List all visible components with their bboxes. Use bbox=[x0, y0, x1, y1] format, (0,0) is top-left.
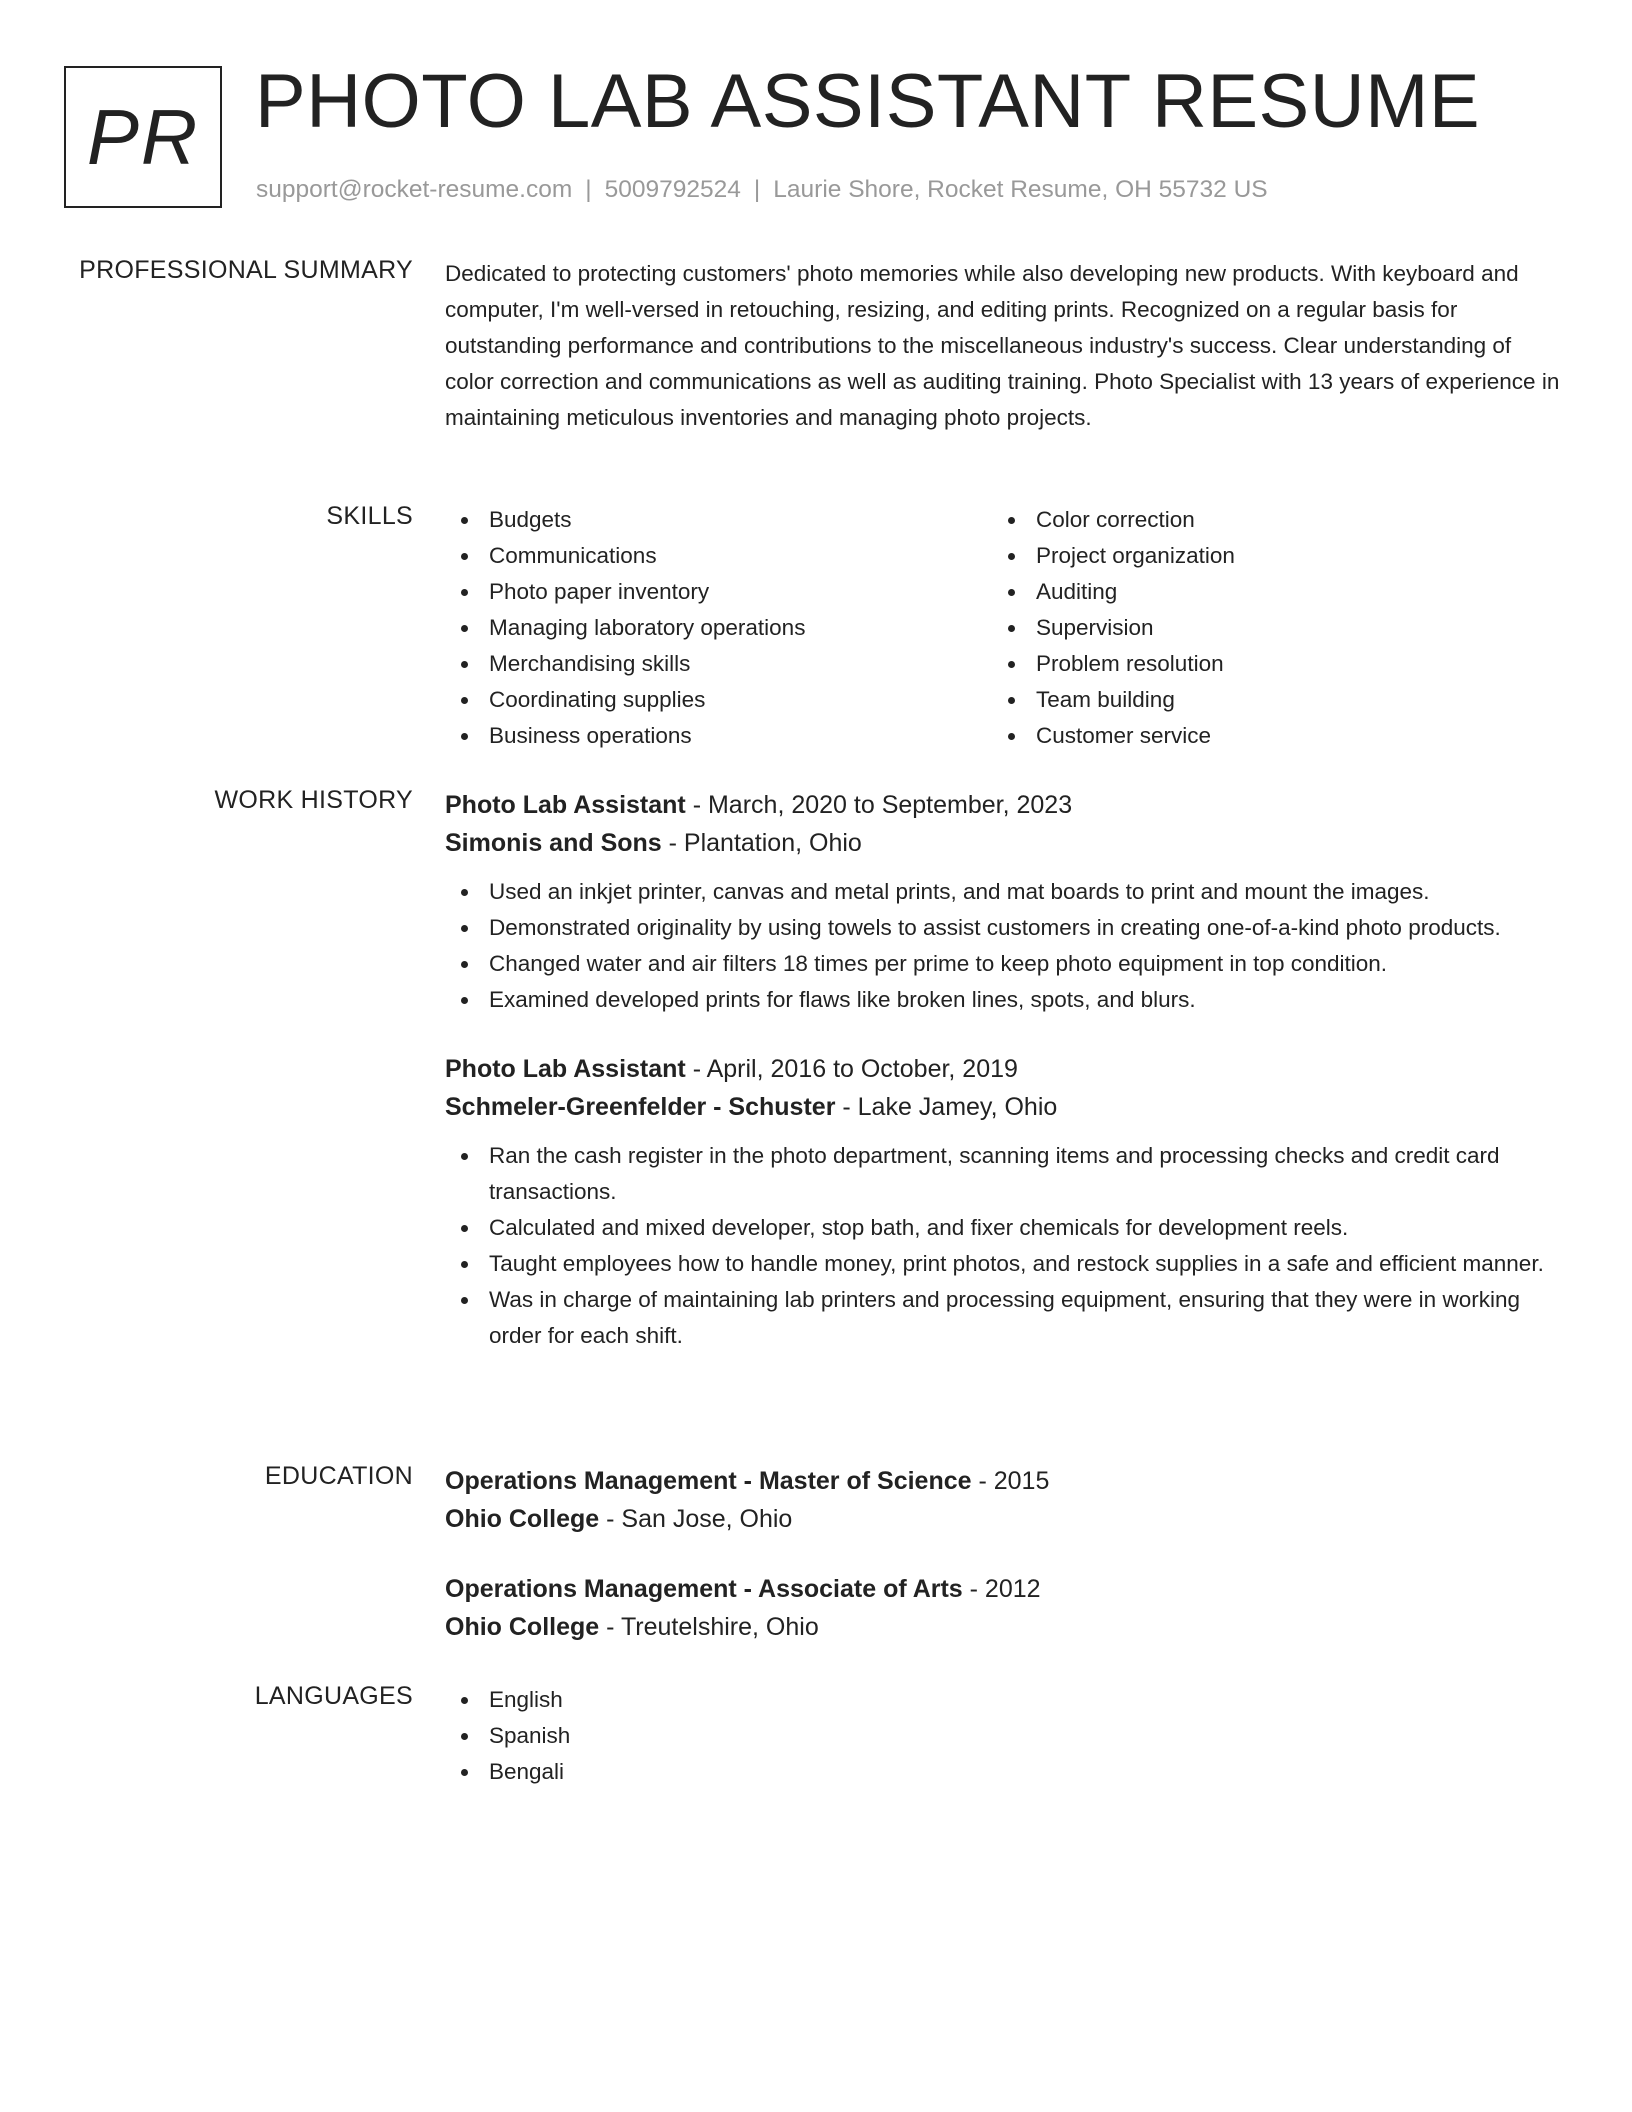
job-entry bbox=[445, 1050, 1565, 1354]
skill-item: Business operations bbox=[445, 718, 992, 754]
skill-item: Managing laboratory operations bbox=[445, 610, 992, 646]
monogram-initials: PR bbox=[86, 92, 200, 181]
skill-item: Photo paper inventory bbox=[445, 574, 992, 610]
job-bullets bbox=[445, 1138, 1565, 1354]
degree-year: - 2015 bbox=[971, 1467, 1050, 1495]
job-bullet: Was in charge of maintaining lab printers and processing equipment, ensuring that they were in working order for each shift. bbox=[445, 1282, 1565, 1354]
skill-item: Project organization bbox=[992, 538, 1539, 574]
skill-item: Communications bbox=[445, 538, 992, 574]
job-bullet: Calculated and mixed developer, stop bath, and fixer chemicals for development reels. bbox=[445, 1210, 1565, 1246]
job-bullet: Ran the cash register in the photo department, scanning items and processing checks and credit card transactions. bbox=[445, 1138, 1565, 1210]
education-entry bbox=[445, 1570, 1565, 1646]
summary-text: Dedicated to protecting customers' photo memories while also developing new products. With keyboard and computer, I'm well-versed in retouching, resizing, and editing prints. Recognized on a regular basis for outstanding performance and contributions to the miscellaneous industry's success. Clear understanding of color correction and communications as well as auditing training. Photo Specialist with 13 years of experience in maintaining meticulous inventories and managing photo projects. bbox=[445, 261, 1560, 430]
skills-body bbox=[445, 502, 1565, 754]
education-entry bbox=[445, 1462, 1565, 1538]
resume-title: PHOTO LAB ASSISTANT RESUME bbox=[255, 59, 1481, 144]
skills-heading: SKILLS bbox=[326, 502, 413, 530]
language-item: English bbox=[445, 1682, 1565, 1718]
job-company: Simonis and Sons bbox=[445, 829, 662, 857]
degree: Operations Management - Master of Science bbox=[445, 1467, 972, 1495]
degree-line bbox=[445, 1570, 1565, 1608]
contact-separator: | bbox=[585, 176, 592, 203]
skill-item: Auditing bbox=[992, 574, 1539, 610]
school: Ohio College bbox=[445, 1505, 600, 1533]
work-history-body bbox=[445, 786, 1565, 1354]
job-company-line bbox=[445, 1088, 1565, 1126]
degree-line bbox=[445, 1462, 1565, 1500]
job-bullet: Changed water and air filters 18 times per prime to keep photo equipment in top condition. bbox=[445, 946, 1565, 982]
monogram-box bbox=[64, 66, 222, 208]
skills-left-list bbox=[445, 502, 992, 754]
languages-heading: LANGUAGES bbox=[254, 1682, 413, 1710]
job-company-line bbox=[445, 824, 1565, 862]
education-heading: EDUCATION bbox=[264, 1462, 413, 1490]
skill-item: Supervision bbox=[992, 610, 1539, 646]
languages-list bbox=[445, 1682, 1565, 1790]
job-title-line bbox=[445, 786, 1565, 824]
school-line bbox=[445, 1500, 1565, 1538]
skill-item: Coordinating supplies bbox=[445, 682, 992, 718]
job-entry bbox=[445, 786, 1565, 1018]
skill-item: Customer service bbox=[992, 718, 1539, 754]
school-line bbox=[445, 1608, 1565, 1646]
job-title: Photo Lab Assistant bbox=[445, 791, 686, 819]
job-location: - Plantation, Ohio bbox=[661, 829, 862, 857]
job-title: Photo Lab Assistant bbox=[445, 1055, 686, 1083]
contact-address: Laurie Shore, Rocket Resume, OH 55732 US bbox=[773, 176, 1268, 203]
job-location: - Lake Jamey, Ohio bbox=[835, 1093, 1058, 1121]
job-company: Schmeler-Greenfelder - Schuster bbox=[445, 1093, 836, 1121]
language-item: Bengali bbox=[445, 1754, 1565, 1790]
degree: Operations Management - Associate of Arts bbox=[445, 1575, 963, 1603]
degree-year: - 2012 bbox=[962, 1575, 1041, 1603]
job-bullet: Demonstrated originality by using towels to assist customers in creating one-of-a-kind photo products. bbox=[445, 910, 1565, 946]
job-dates: - March, 2020 to September, 2023 bbox=[685, 791, 1073, 819]
school: Ohio College bbox=[445, 1613, 600, 1641]
skills-columns bbox=[445, 502, 1565, 754]
school-location: - Treutelshire, Ohio bbox=[599, 1613, 819, 1641]
work-history-heading: WORK HISTORY bbox=[214, 786, 413, 814]
job-bullet: Taught employees how to handle money, print photos, and restock supplies in a safe and efficient manner. bbox=[445, 1246, 1565, 1282]
summary-heading: PROFESSIONAL SUMMARY bbox=[79, 256, 413, 284]
education-body bbox=[445, 1462, 1565, 1646]
skills-right-list bbox=[992, 502, 1539, 754]
job-bullet: Examined developed prints for flaws like broken lines, spots, and blurs. bbox=[445, 982, 1565, 1018]
contact-email: support@rocket-resume.com bbox=[256, 176, 573, 203]
skill-item: Team building bbox=[992, 682, 1539, 718]
job-bullet: Used an inkjet printer, canvas and metal prints, and mat boards to print and mount the images. bbox=[445, 874, 1565, 910]
school-location: - San Jose, Ohio bbox=[599, 1505, 793, 1533]
job-dates: - April, 2016 to October, 2019 bbox=[685, 1055, 1018, 1083]
skill-item: Budgets bbox=[445, 502, 992, 538]
job-title-line bbox=[445, 1050, 1565, 1088]
skill-item: Merchandising skills bbox=[445, 646, 992, 682]
languages-body bbox=[445, 1682, 1565, 1790]
skill-item: Problem resolution bbox=[992, 646, 1539, 682]
language-item: Spanish bbox=[445, 1718, 1565, 1754]
skill-item: Color correction bbox=[992, 502, 1539, 538]
summary-body bbox=[445, 256, 1565, 436]
job-bullets bbox=[445, 874, 1565, 1018]
contact-line bbox=[256, 176, 1268, 204]
contact-separator: | bbox=[753, 176, 761, 203]
contact-phone: 5009792524 bbox=[604, 176, 741, 203]
